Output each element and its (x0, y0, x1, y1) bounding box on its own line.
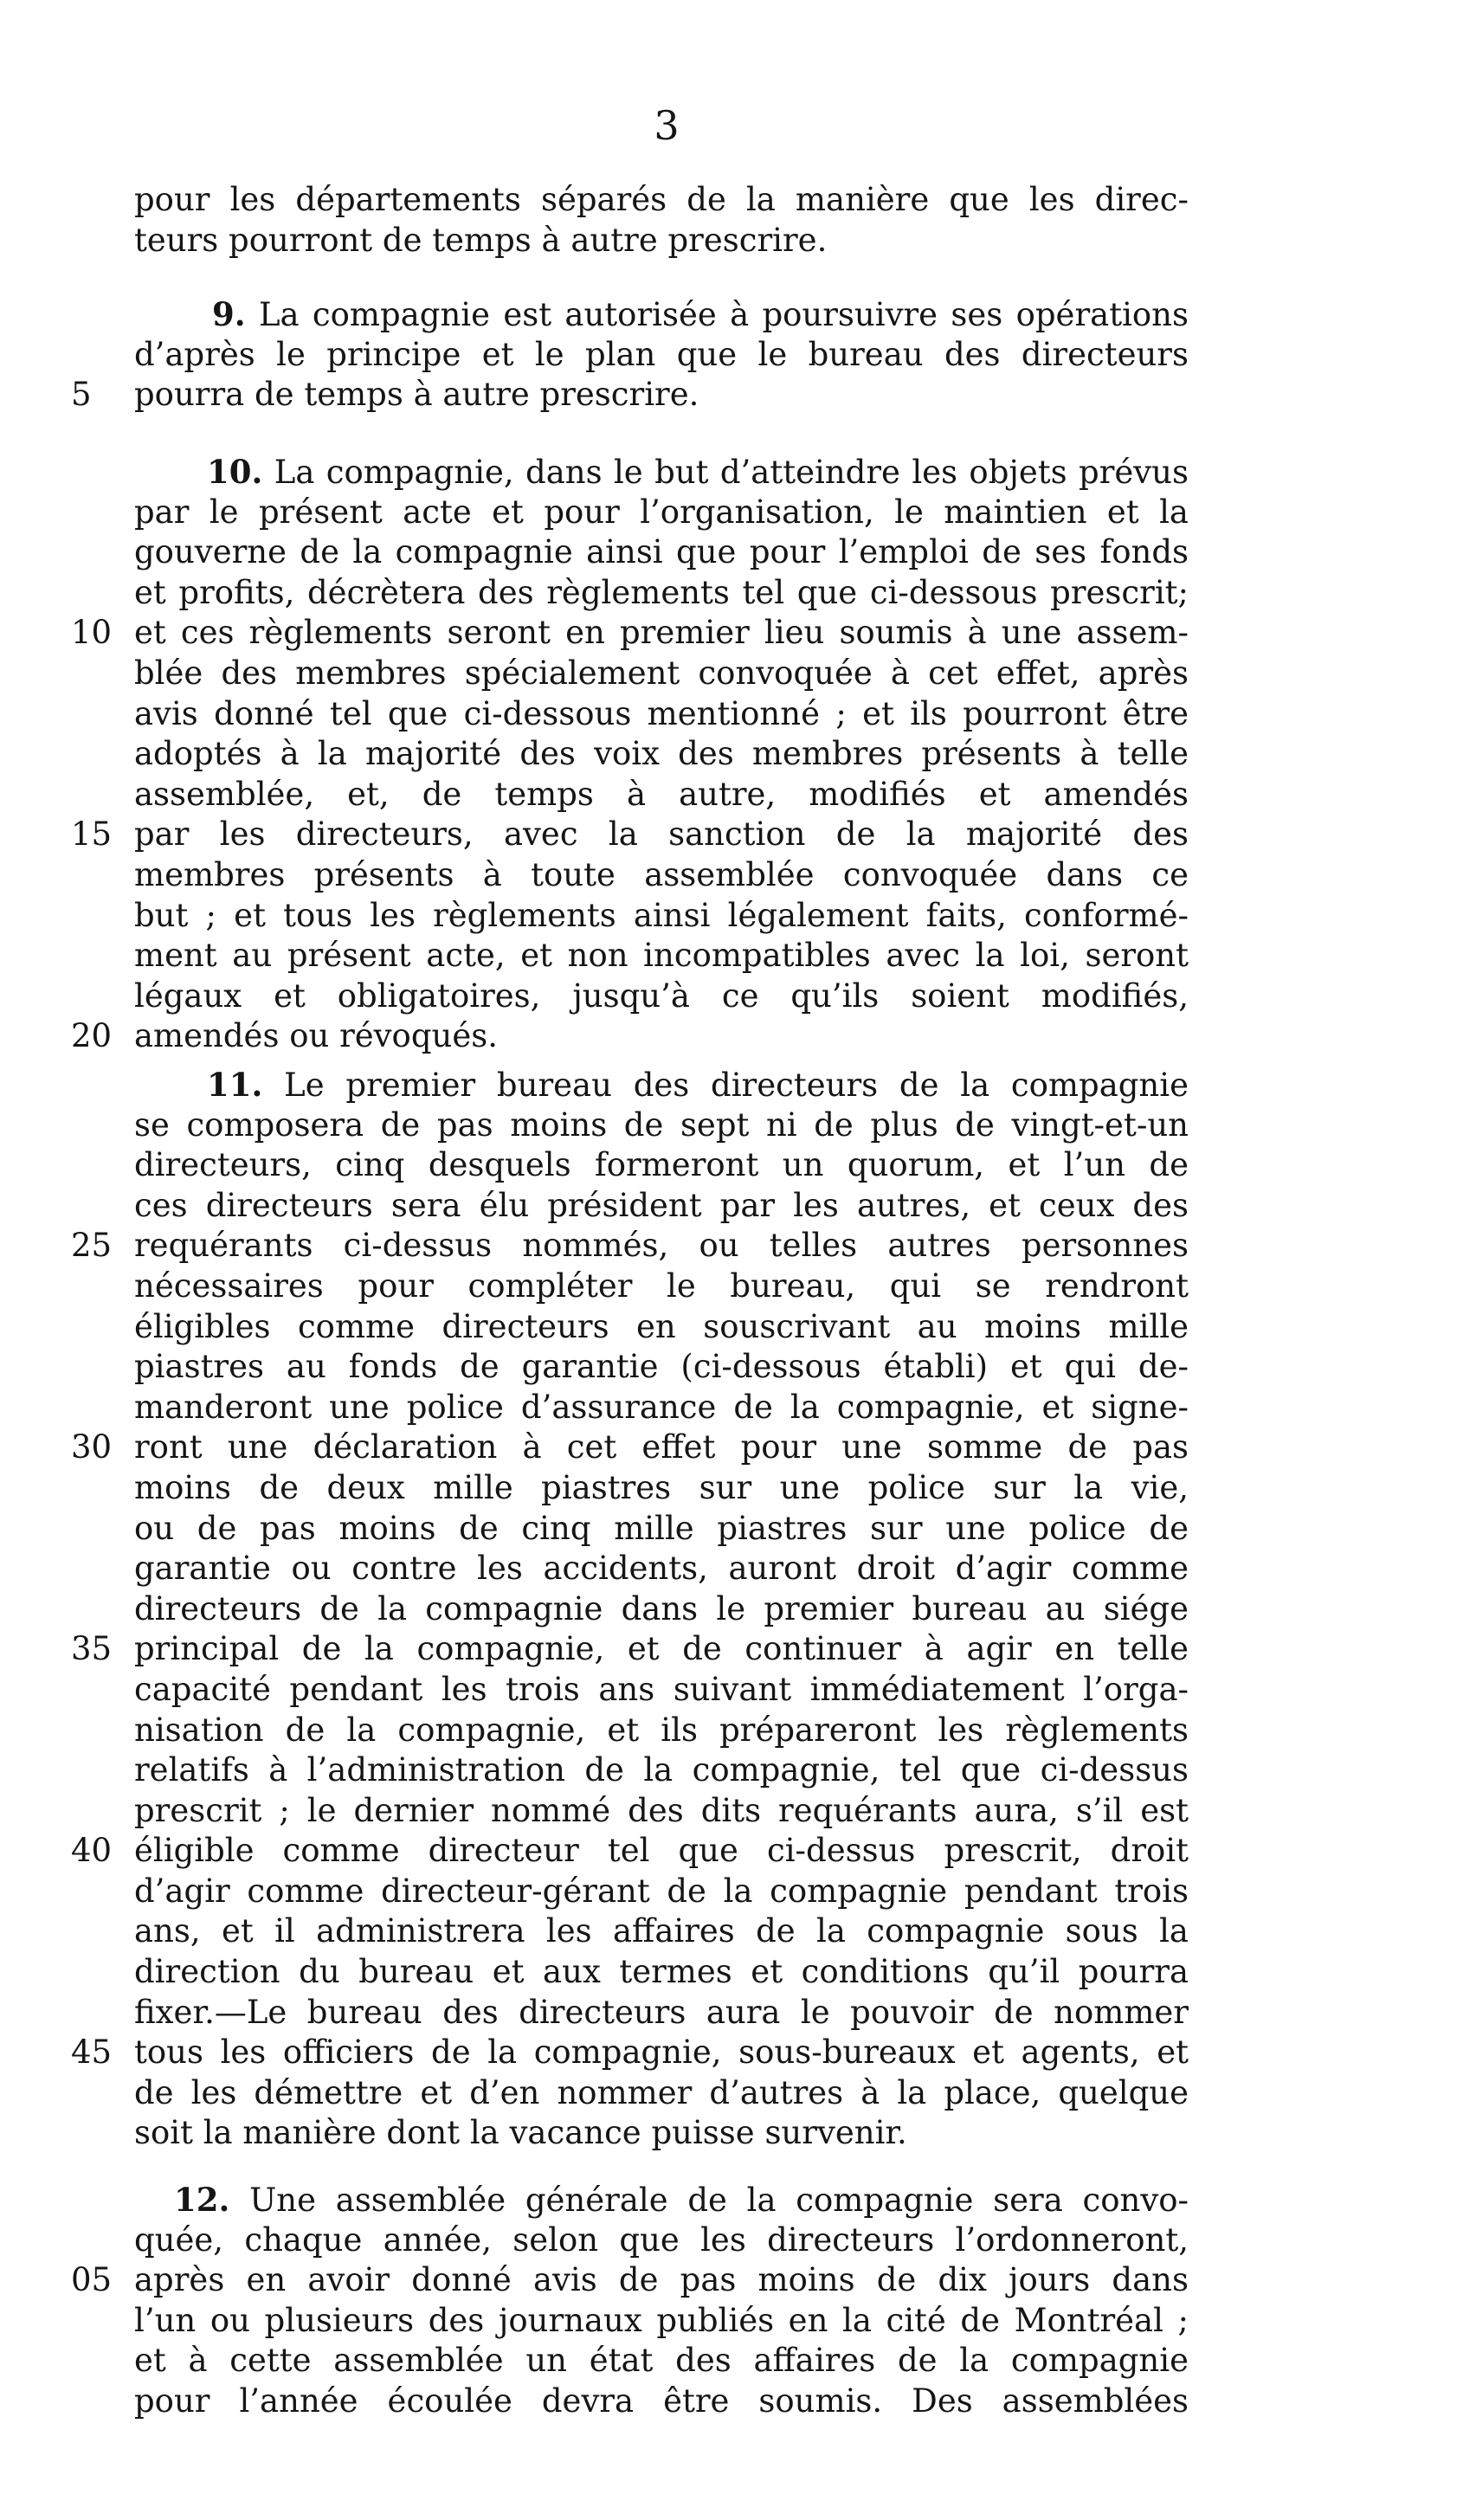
text-line: but ; et tous les règlements ainsi légalement faits, conformé- (134, 896, 1189, 934)
text-line: moins de deux mille piastres sur une police sur la vie, (134, 1468, 1189, 1506)
article-number: 11. (207, 1066, 263, 1104)
text-line: ans, et il administrera les affaires de la compagnie sous la (134, 1912, 1189, 1950)
margin-line-number: 25 (71, 1227, 113, 1264)
text-line (134, 294, 1189, 335)
margin-line-number: 10 (71, 614, 113, 651)
text-line-body: La compagnie, dans le but d’atteindre les objets prévus (262, 454, 1189, 491)
text-line: pourra de temps à autre prescrire. (134, 376, 699, 414)
article-number: 9. (212, 295, 246, 333)
text-line: d’après le principe et le plan que le bureau des directeurs (134, 335, 1189, 373)
margin-line-number: 35 (71, 1630, 113, 1667)
text-line: ou de pas moins de cinq mille piastres sur une police de (134, 1509, 1189, 1547)
text-line: pour les départements séparés de la manière que les direc- (134, 181, 1189, 218)
text-line: capacité pendant les trois ans suivant immédiatement l’orga- (134, 1670, 1189, 1708)
text-line: membres présents à toute assemblée convoquée dans ce (134, 855, 1189, 893)
text-line: et à cette assemblée un état des affaires de la compagnie (134, 2342, 1189, 2380)
text-line: l’un ou plusieurs des journaux publiés en la cité de Montréal ; (134, 2301, 1189, 2339)
text-line (134, 2180, 1189, 2220)
text-line: directeurs de la compagnie dans le premier bureau au siége (134, 1589, 1189, 1627)
margin-line-number: 20 (71, 1017, 113, 1054)
text-line-body: Le premier bureau des directeurs de la compagnie (262, 1067, 1189, 1104)
text-line: assemblée, et, de temps à autre, modifiés et amendés (134, 775, 1189, 813)
text-line-body: Une assemblée générale de la compagnie sera convo- (229, 2182, 1189, 2219)
text-line: après en avoir donné avis de pas moins de dix jours dans (134, 2261, 1189, 2299)
text-line: tous les officiers de la compagnie, sous-bureaux et agents, et (134, 2033, 1189, 2072)
margin-line-number: 40 (71, 1832, 113, 1869)
text-line: requérants ci-dessus nommés, ou telles autres personnes (134, 1227, 1189, 1265)
text-line: de les démettre et d’en nommer d’autres à la place, quelque (134, 2073, 1189, 2111)
text-line: relatifs à l’administration de la compagnie, tel que ci-dessus (134, 1751, 1189, 1789)
text-line (134, 1065, 1189, 1105)
text-line: prescrit ; le dernier nommé des dits requérants aura, s’il est (134, 1791, 1189, 1829)
text-line-body: La compagnie est autorisée à poursuivre ses opérations (245, 296, 1189, 333)
text-line: direction du bureau et aux termes et conditions qu’il pourra (134, 1953, 1189, 1991)
text-line: fixer.—Le bureau des directeurs aura le pouvoir de nommer (134, 1993, 1189, 2031)
text-line: gouverne de la compagnie ainsi que pour l’emploi de ses fonds (134, 533, 1189, 571)
text-line (134, 452, 1189, 493)
text-line: pour l’année écoulée devra être soumis. Des assemblées (134, 2381, 1189, 2420)
text-line: éligible comme directeur tel que ci-dessus prescrit, droit (134, 1832, 1189, 1870)
text-line: par les directeurs, avec la sanction de la majorité des (134, 815, 1189, 854)
text-line: quée, chaque année, selon que les directeurs l’ordonneront, (134, 2220, 1189, 2259)
margin-line-number: 45 (71, 2033, 113, 2071)
text-line: éligibles comme directeurs en souscrivant au moins mille (134, 1307, 1189, 1345)
text-line: par le présent acte et pour l’organisation, le maintien et la (134, 493, 1189, 531)
article-number: 10. (207, 453, 263, 491)
text-line: soit la manière dont la vacance puisse survenir. (134, 2114, 907, 2152)
page-number: 3 (654, 102, 680, 149)
article-10 (134, 452, 1189, 1057)
text-line: d’agir comme directeur-gérant de la compagnie pendant trois (134, 1872, 1189, 1910)
text-line: directeurs, cinq desquels formeront un quorum, et l’un de (134, 1146, 1189, 1184)
text-line: adoptés à la majorité des voix des membres présents à telle (134, 735, 1189, 773)
text-line: ment au présent acte, et non incompatibles avec la loi, seront (134, 937, 1189, 975)
text-line: principal de la compagnie, et de continuer à agir en telle (134, 1630, 1189, 1668)
paragraph-continuation (134, 180, 1189, 261)
text-line: piastres au fonds de garantie (ci-dessous établi) et qui de- (134, 1348, 1189, 1386)
text-line: nisation de la compagnie, et ils prépareront les règlements (134, 1711, 1189, 1749)
article-9 (134, 294, 1189, 416)
text-line: nécessaires pour compléter le bureau, qui se rendront (134, 1266, 1189, 1305)
text-line: manderont une police d’assurance de la compagnie, et signe- (134, 1388, 1189, 1426)
article-12 (134, 2180, 1189, 2422)
article-number: 12. (174, 2181, 230, 2219)
text-line: et ces règlements seront en premier lieu soumis à une assem- (134, 614, 1189, 652)
text-line: se composera de pas moins de sept ni de plus de vingt-et-un (134, 1105, 1189, 1144)
text-line: ces directeurs sera élu président par les autres, et ceux des (134, 1186, 1189, 1224)
margin-line-number: 15 (71, 815, 113, 853)
text-line: teurs pourront de temps à autre prescrire. (134, 221, 828, 259)
margin-line-number: 30 (71, 1428, 113, 1466)
text-line: ront une déclaration à cet effet pour une somme de pas (134, 1428, 1189, 1466)
text-line: amendés ou révoqués. (134, 1017, 498, 1055)
text-line: blée des membres spécialement convoquée à cet effet, après (134, 654, 1189, 692)
margin-line-number: 05 (71, 2261, 113, 2298)
text-line: garantie ou contre les accidents, auront droit d’agir comme (134, 1550, 1189, 1588)
article-11 (134, 1065, 1189, 2154)
text-line: avis donné tel que ci-dessous mentionné ; et ils pourront être (134, 694, 1189, 732)
margin-line-number: 5 (71, 376, 92, 413)
text-line: et profits, décrètera des règlements tel que ci-dessous prescrit; (134, 573, 1189, 611)
text-line: légaux et obligatoires, jusqu’à ce qu’ils soient modifiés, (134, 976, 1189, 1015)
